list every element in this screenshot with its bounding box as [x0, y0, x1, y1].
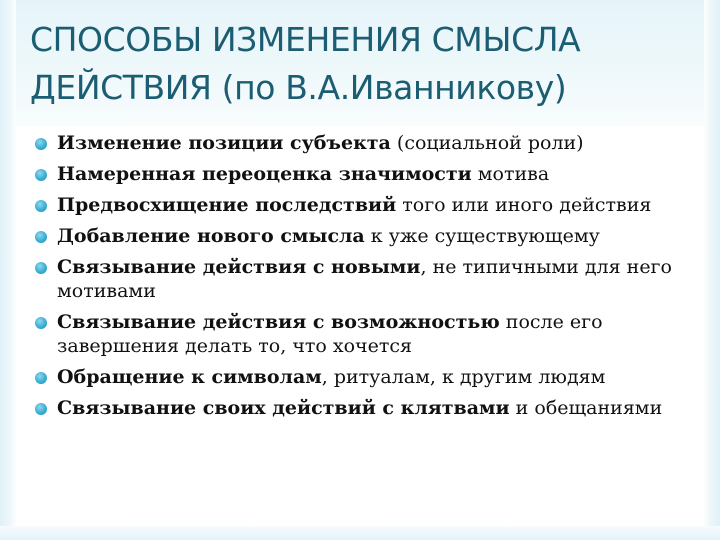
bullet-item	[35, 193, 675, 217]
bullet-text	[57, 225, 600, 247]
bullet-emphasis: Добавление нового смысла	[57, 225, 365, 247]
bullet-dot-icon	[35, 138, 47, 150]
bullet-text	[57, 163, 549, 185]
bullet-item	[35, 365, 675, 389]
bullet-item	[35, 255, 675, 303]
bullet-rest: после его завершения делать то, что хочется	[57, 311, 603, 357]
slide-title-line-1: СПОСОБЫ ИЗМЕНЕНИЯ СМЫСЛА	[30, 20, 581, 59]
slide-title-line-2: ДЕЙСТВИЯ (по В.А.Иванникову)	[30, 68, 567, 107]
bullet-text	[57, 194, 651, 216]
bullet-dot-icon	[35, 372, 47, 384]
bullet-item	[35, 224, 675, 248]
bullet-emphasis: Намеренная переоценка значимости	[57, 163, 472, 185]
slide-title	[30, 16, 710, 112]
bullet-dot-icon	[35, 200, 47, 212]
bullet-rest: , не типичными для него мотивами	[57, 256, 672, 302]
bullet-text	[57, 311, 603, 357]
bullet-emphasis: Связывание действия с возможностью	[57, 311, 500, 333]
bullet-rest: к уже существующему	[364, 225, 600, 247]
bullet-rest: и обещаниями	[509, 397, 663, 419]
bullet-list	[35, 131, 675, 427]
bullet-dot-icon	[35, 317, 47, 329]
bullet-dot-icon	[35, 262, 47, 274]
bullet-rest: , ритуалам, к другим людям	[321, 366, 606, 388]
bullet-emphasis: Изменение позиции субъекта	[57, 132, 391, 154]
bullet-rest: (социальной роли)	[390, 132, 584, 154]
bullet-emphasis: Предвосхищение последствий	[57, 194, 397, 216]
bullet-item	[35, 396, 675, 420]
bullet-dot-icon	[35, 231, 47, 243]
bullet-dot-icon	[35, 403, 47, 415]
bullet-dot-icon	[35, 169, 47, 181]
bullet-emphasis: Обращение к символам	[57, 366, 322, 388]
bullet-item	[35, 310, 675, 358]
bullet-emphasis: Связывание действия с новыми	[57, 256, 421, 278]
bullet-item	[35, 131, 675, 155]
frame-bottom	[0, 526, 720, 540]
bullet-rest: мотива	[471, 163, 550, 185]
bullet-rest: того или иного действия	[396, 194, 652, 216]
bullet-emphasis: Связывание своих действий с клятвами	[57, 397, 510, 419]
frame-left	[0, 0, 16, 540]
bullet-item	[35, 162, 675, 186]
bullet-text	[57, 397, 662, 419]
bullet-text	[57, 256, 672, 302]
bullet-text	[57, 366, 605, 388]
bullet-text	[57, 132, 584, 154]
